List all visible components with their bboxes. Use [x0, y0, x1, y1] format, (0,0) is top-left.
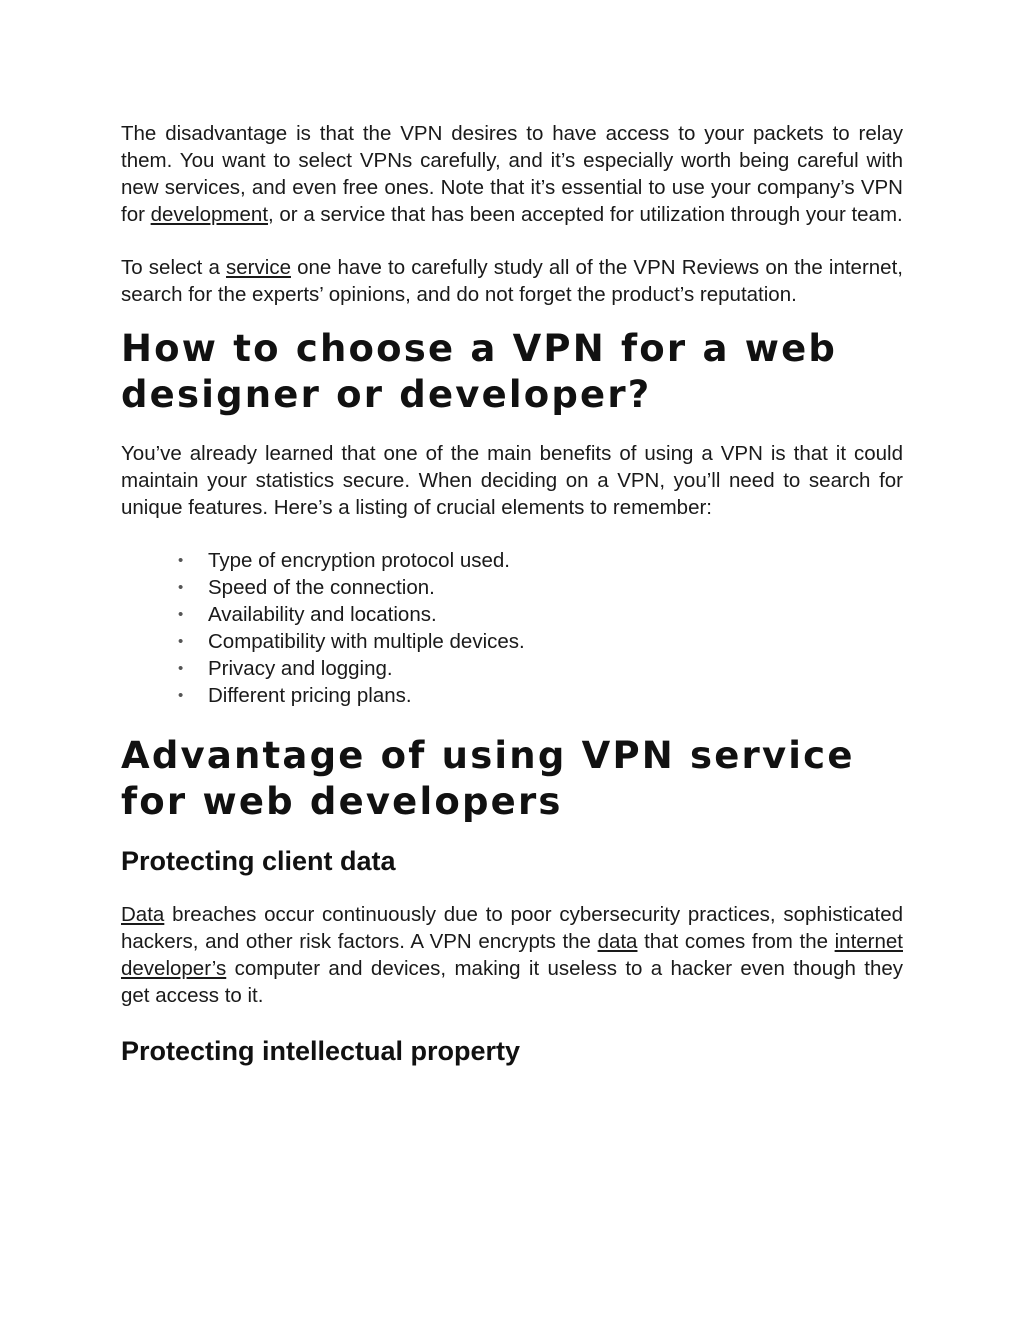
data-link[interactable]: Data	[121, 903, 165, 926]
list-item	[178, 655, 903, 682]
bullet-icon: •	[178, 552, 184, 569]
section-heading-advantages: Advantage of using VPN service for web developers	[121, 734, 855, 823]
section-paragraph-features: You’ve already learned that one of the main benefits of using a VPN is that it could maintain your statistics secure. When deciding on a VPN, you’ll need to search for unique features. Here’s a listing of crucial elements to remember:	[121, 442, 903, 519]
list-item-text: Availability and locations.	[208, 603, 437, 626]
paragraph-text: , or a service that has been accepted for utilization through your team.	[268, 203, 903, 226]
internet-developer-link[interactable]: internet developer’s	[121, 930, 903, 980]
document-page	[121, 120, 903, 1091]
bullet-icon: •	[178, 660, 184, 677]
list-item	[178, 628, 903, 655]
paragraph-text: breaches occur continuously due to poor cybersecurity practices, sophisticated hackers, and other risk factors. A VPN encrypts the	[121, 903, 903, 953]
section-heading-choose-vpn: How to choose a VPN for a web designer or developer?	[121, 327, 838, 416]
data-link-2[interactable]: data	[597, 930, 638, 953]
list-item	[178, 682, 903, 709]
list-item-text: Type of encryption protocol used.	[208, 549, 510, 572]
paragraph-text: that comes from the	[637, 930, 835, 953]
bullet-icon: •	[178, 579, 184, 596]
development-link[interactable]: development	[150, 203, 269, 226]
client-data-paragraph	[121, 901, 903, 1009]
intro-paragraph-1	[121, 120, 903, 228]
paragraph-text: To select a	[121, 256, 227, 279]
bullet-icon: •	[178, 633, 184, 650]
list-item	[178, 547, 903, 574]
list-item-text: Speed of the connection.	[208, 576, 435, 599]
paragraph-text: computer and devices, making it useless to a hacker even though they get access to it.	[121, 957, 903, 1007]
bullet-icon: •	[178, 687, 184, 704]
intro-paragraph-2	[121, 254, 903, 308]
list-item-text: Privacy and logging.	[208, 657, 393, 680]
paragraph-text: The disadvantage is that the VPN desires to have access to your packets to relay them. You want to select VPNs carefully, and it’s especially worth being careful with new services, and even free ones. Note that it’s essential to use your company’s VPN for	[121, 122, 903, 226]
subheading-protecting-intellectual-property: Protecting intellectual property	[121, 1036, 521, 1066]
bullet-icon: •	[178, 606, 184, 623]
paragraph-text: one have to carefully study all of the VPN Reviews on the internet, search for the experts’ opinions, and do not forget the product’s reputation.	[121, 256, 903, 306]
list-item	[178, 574, 903, 601]
list-item-text: Different pricing plans.	[208, 684, 412, 707]
list-item	[178, 601, 903, 628]
features-list	[121, 547, 903, 709]
service-link[interactable]: service	[226, 256, 291, 279]
list-item-text: Compatibility with multiple devices.	[208, 630, 525, 653]
subheading-protecting-client-data: Protecting client data	[121, 846, 396, 876]
